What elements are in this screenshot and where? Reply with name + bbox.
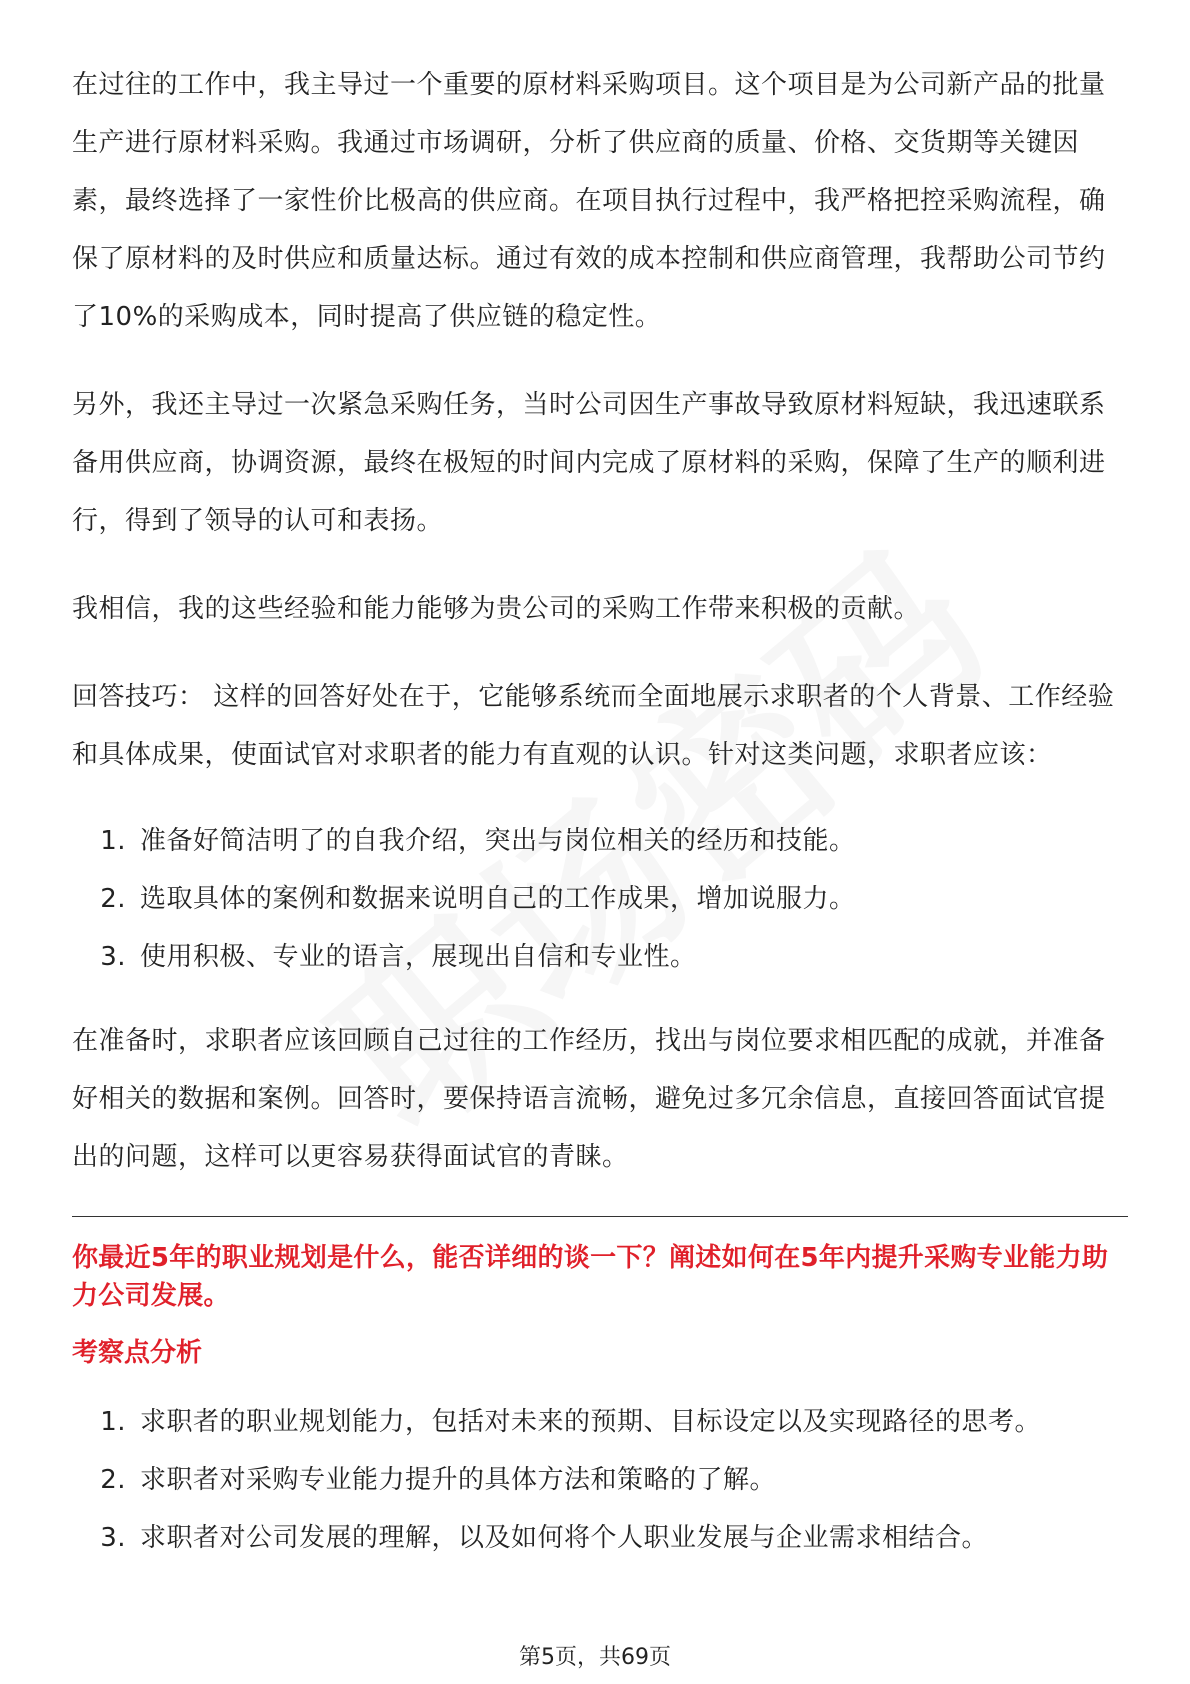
- list-item-text: 求职者的职业规划能力，包括对未来的预期、目标设定以及实现路径的思考。: [140, 1407, 1042, 1437]
- list-item-number: 1.: [100, 1407, 126, 1437]
- list-item-number: 3.: [100, 1523, 126, 1553]
- page-number-footer: 第5页，共69页: [519, 1645, 671, 1670]
- paragraph-preparation: 在准备时，求职者应该回顾自己过往的工作经历，找出与岗位要求相匹配的成就，并准备好相关的数据和案例。回答时，要保持语言流畅，避免过多冗余信息，直接回答面试官提出的问题，这样可以更容易获得面试官的青睐。: [72, 1026, 1106, 1172]
- list-item-number: 1.: [100, 826, 126, 856]
- list-item: [72, 928, 1128, 986]
- list-item: [72, 1509, 1128, 1567]
- list-item-text: 选取具体的案例和数据来说明自己的工作成果，增加说服力。: [140, 884, 856, 914]
- paragraph-project-experience: 在过往的工作中，我主导过一个重要的原材料采购项目。这个项目是为公司新产品的批量生产进行原材料采购。我通过市场调研，分析了供应商的质量、价格、交货期等关键因素，最终选择了一家性价比极高的供应商。在项目执行过程中，我严格把控采购流程，确保了原材料的及时供应和质量达标。通过有效的成本控制和供应商管理，我帮助公司节约了10%的采购成本，同时提高了供应链的稳定性。: [72, 70, 1106, 332]
- list-item-text: 求职者对采购专业能力提升的具体方法和策略的了解。: [140, 1465, 777, 1495]
- list-item-text: 求职者对公司发展的理解，以及如何将个人职业发展与企业需求相结合。: [140, 1523, 989, 1553]
- list-item: [72, 1451, 1128, 1509]
- list-item: [72, 870, 1128, 928]
- section-divider: [72, 1216, 1128, 1217]
- list-item-text: 准备好简洁明了的自我介绍，突出与岗位相关的经历和技能。: [140, 826, 856, 856]
- analysis-heading: 考察点分析: [72, 1338, 203, 1368]
- list-item-text: 使用积极、专业的语言，展现出自信和专业性。: [140, 942, 697, 972]
- page-content: [72, 56, 1128, 1593]
- tips-list: [72, 812, 1128, 986]
- analysis-list: [72, 1393, 1128, 1567]
- list-item: [72, 1393, 1128, 1451]
- paragraph-belief: 我相信，我的这些经验和能力能够为贵公司的采购工作带来积极的贡献。: [72, 594, 921, 624]
- list-item-number: 3.: [100, 942, 126, 972]
- list-item: [72, 812, 1128, 870]
- list-item-number: 2.: [100, 884, 126, 914]
- paragraph-answer-tips: 回答技巧： 这样的回答好处在于，它能够系统而全面地展示求职者的个人背景、工作经验和具体成果，使面试官对求职者的能力有直观的认识。针对这类问题，求职者应该：: [72, 682, 1115, 770]
- interview-question: 你最近5年的职业规划是什么，能否详细的谈一下？阐述如何在5年内提升采购专业能力助力公司发展。: [72, 1243, 1109, 1311]
- list-item-number: 2.: [100, 1465, 126, 1495]
- paragraph-emergency-purchase: 另外，我还主导过一次紧急采购任务，当时公司因生产事故导致原材料短缺，我迅速联系备用供应商，协调资源，最终在极短的时间内完成了原材料的采购，保障了生产的顺利进行，得到了领导的认可和表扬。: [72, 390, 1106, 536]
